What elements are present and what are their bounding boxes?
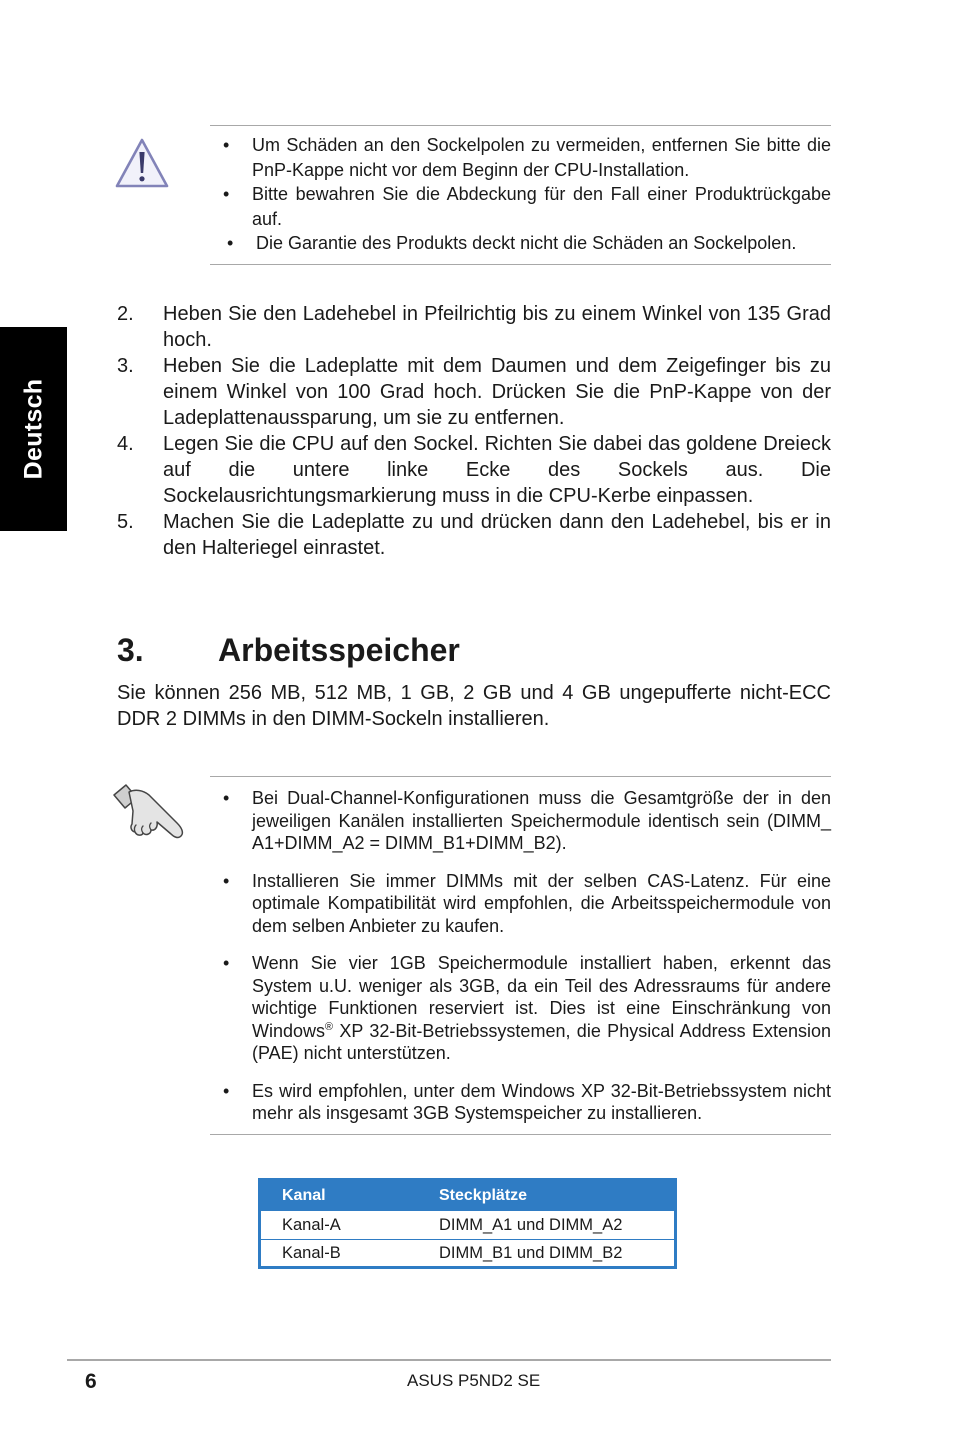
step-item <box>117 353 831 431</box>
footer-product-name: ASUS P5ND2 SE <box>407 1371 541 1390</box>
bullet: • <box>227 233 234 253</box>
table-header-slots: Steckplätze <box>439 1187 528 1204</box>
bullet: • <box>223 953 230 973</box>
note-box <box>210 776 831 1135</box>
step-item <box>117 509 831 561</box>
step-number: 4. <box>117 433 134 455</box>
note-item-text <box>252 953 831 1063</box>
table-cell-channel: Kanal-B <box>282 1243 341 1262</box>
table-header-row <box>261 1181 674 1211</box>
note-item <box>210 787 831 855</box>
step-text: Machen Sie die Ladeplatte zu und drücken dann den Ladehebel, bis er in den Halteriegel einrastet. <box>163 511 831 559</box>
table-row <box>261 1211 674 1239</box>
note-item-text-part: XP 32-Bit-Betriebssystemen, die Physical Address Extension (PAE) nicht unterstützen. <box>252 1020 831 1063</box>
registered-mark: ® <box>325 1020 333 1033</box>
table-row <box>261 1239 674 1266</box>
caution-item-text: Um Schäden an den Sockelpolen zu vermeiden, entfernen Sie bitte die PnP-Kappe nicht vor dem Beginn der CPU-Installation. <box>252 135 831 180</box>
note-item-text-part: Wenn Sie vier 1GB Speichermodule installiert haben, erkennt das System u.U. weniger als 3GB, da ein Teil des Adressraums für andere wichtige Funktionen reserviert ist. Dies ist eine Einschränkung von Windows <box>252 953 831 1041</box>
step-item <box>117 301 831 353</box>
step-number: 3. <box>117 355 134 377</box>
note-item <box>210 870 831 938</box>
note-item <box>210 1080 831 1125</box>
installation-steps <box>117 301 831 561</box>
section-heading <box>117 630 460 670</box>
table-cell-slots: DIMM_A1 und DIMM_A2 <box>439 1215 623 1234</box>
caution-item <box>210 231 831 256</box>
step-text: Heben Sie die Ladeplatte mit dem Daumen und dem Zeigefinger bis zu einem Winkel von 100 Grad hoch. Drücken Sie die PnP-Kappe von der Ladeplattenaussparung, um sie zu entfernen. <box>163 355 831 429</box>
pointing-hand-graphic <box>113 783 187 841</box>
step-text: Legen Sie die CPU auf den Sockel. Richten Sie dabei das goldene Dreieck auf die untere linke Ecke des Sockels aus. Die Sockelausrichtungsmarkierung muss in die CPU-Kerbe einpassen. <box>163 433 831 507</box>
bullet: • <box>223 1080 230 1101</box>
bullet: • <box>223 135 230 155</box>
step-number: 5. <box>117 511 134 533</box>
section-intro: Sie können 256 MB, 512 MB, 1 GB, 2 GB und 4 GB ungepufferte nicht-ECC DDR 2 DIMMs in den DIMM-Sockeln installieren. <box>117 682 831 730</box>
table-cell-channel: Kanal-A <box>282 1215 341 1234</box>
step-number: 2. <box>117 303 134 325</box>
caution-item <box>210 182 831 231</box>
caution-item-text: Bitte bewahren Sie die Abdeckung für den Fall einer Produktrückgabe auf. <box>252 184 831 229</box>
note-item-text: Bei Dual-Channel-Konfigurationen muss die Gesamtgröße der in den jeweiligen Kanälen installierten Speichermodule identisch sein (DIMM_ A1+DIMM_A2 = DIMM_B1+DIMM_B2). <box>252 788 831 853</box>
memory-channel-table <box>258 1178 677 1269</box>
step-item <box>117 431 831 509</box>
page-number: 6 <box>85 1370 97 1393</box>
bullet: • <box>223 870 230 891</box>
footer-divider <box>67 1359 831 1361</box>
warning-triangle-icon <box>114 137 170 189</box>
bullet: • <box>223 184 230 204</box>
language-tab-label: Deutsch <box>19 378 47 480</box>
note-item <box>210 952 831 1065</box>
section-number: 3. <box>117 632 144 668</box>
caution-item <box>210 133 831 182</box>
table-header-channel: Kanal <box>282 1187 326 1204</box>
language-tab <box>0 327 67 531</box>
note-item-text: Installieren Sie immer DIMMs mit der selben CAS-Latenz. Für eine optimale Kompatibilität wird empfohlen, die Arbeitsspeichermodule von dem selben Anbieter zu kaufen. <box>252 870 831 936</box>
table-cell-slots: DIMM_B1 und DIMM_B2 <box>439 1243 623 1262</box>
bullet: • <box>223 788 230 808</box>
pointing-hand-icon <box>113 783 187 841</box>
step-text: Heben Sie den Ladehebel in Pfeilrichtig bis zu einem Winkel von 135 Grad hoch. <box>163 303 831 351</box>
warning-triangle-graphic <box>114 137 170 189</box>
section-title: Arbeitsspeicher <box>218 632 460 668</box>
caution-item-text: Die Garantie des Produkts deckt nicht die Schäden an Sockelpolen. <box>256 233 797 253</box>
note-item-text: Es wird empfohlen, unter dem Windows XP 32-Bit-Betriebssystem nicht mehr als insgesamt 3GB Systemspeicher zu installieren. <box>252 1080 831 1123</box>
caution-box <box>210 125 831 265</box>
